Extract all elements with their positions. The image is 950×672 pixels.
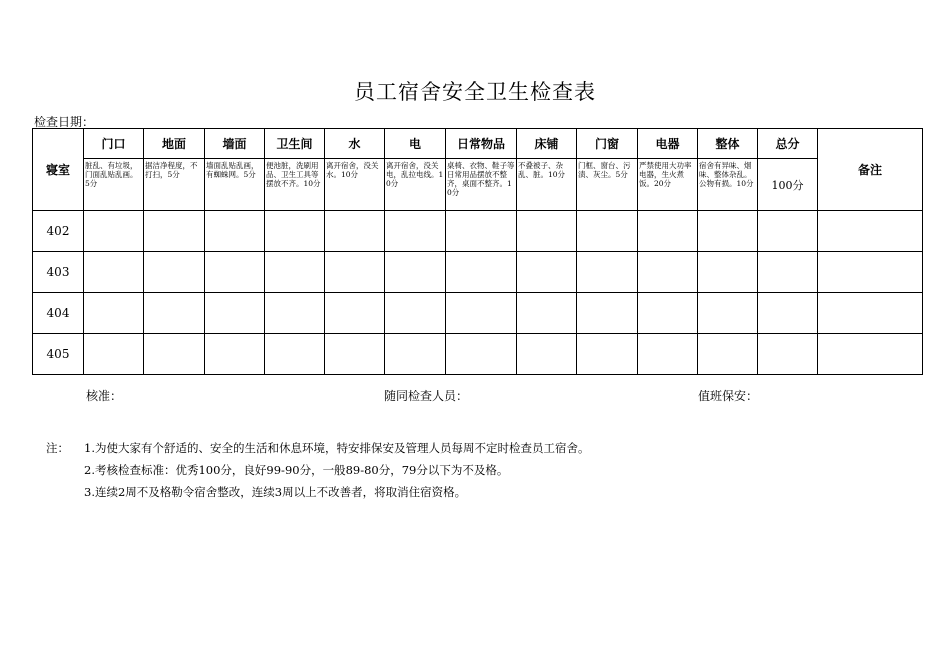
- score-cell[interactable]: [84, 293, 144, 334]
- guard-signature-label: 值班保安：: [698, 389, 759, 403]
- criteria-overall: 宿舍有异味、烟味、整体杂乱。公物有损。10分: [698, 159, 758, 211]
- score-cell[interactable]: [205, 334, 265, 375]
- score-cell[interactable]: [144, 293, 205, 334]
- criteria-door-window: 门框、窗台、污渍、灰尘。5分: [577, 159, 638, 211]
- col-header-appliances: 电器: [638, 129, 698, 159]
- criteria-bathroom: 便池脏，洗刷用品、卫生工具等摆放不齐。10分: [265, 159, 325, 211]
- total-cell[interactable]: [758, 252, 818, 293]
- score-cell[interactable]: [446, 293, 517, 334]
- score-cell[interactable]: [698, 211, 758, 252]
- score-cell[interactable]: [517, 293, 577, 334]
- total-cell[interactable]: [758, 293, 818, 334]
- remark-cell[interactable]: [818, 252, 923, 293]
- score-cell[interactable]: [265, 293, 325, 334]
- col-header-overall: 整体: [698, 129, 758, 159]
- col-header-water: 水: [325, 129, 385, 159]
- criteria-electricity: 离开宿舍，没关电，乱拉电线。10分: [385, 159, 446, 211]
- score-cell[interactable]: [577, 334, 638, 375]
- score-cell[interactable]: [517, 211, 577, 252]
- criteria-daily-items: 桌椅、衣物、鞋子等日常用品摆放不整齐，桌面不整齐。10分: [446, 159, 517, 211]
- score-cell[interactable]: [698, 252, 758, 293]
- remark-cell[interactable]: [818, 211, 923, 252]
- check-date-label: 检查日期：: [34, 115, 95, 129]
- col-header-total: 总分: [758, 129, 818, 159]
- table-row: [33, 211, 923, 252]
- score-cell[interactable]: [325, 211, 385, 252]
- col-header-bathroom: 卫生间: [265, 129, 325, 159]
- total-cell[interactable]: [758, 211, 818, 252]
- score-cell[interactable]: [265, 334, 325, 375]
- score-cell[interactable]: [446, 334, 517, 375]
- criteria-appliances: 严禁使用大功率电器，生火煮饭。20分: [638, 159, 698, 211]
- score-cell[interactable]: [325, 252, 385, 293]
- score-cell[interactable]: [638, 211, 698, 252]
- score-cell[interactable]: [325, 334, 385, 375]
- criteria-wall: 墙面乱贴乱画，有蜘蛛网。5分: [205, 159, 265, 211]
- total-score-value: 100分: [758, 159, 818, 211]
- score-cell[interactable]: [577, 252, 638, 293]
- score-cell[interactable]: [205, 252, 265, 293]
- score-cell[interactable]: [517, 334, 577, 375]
- score-cell[interactable]: [446, 252, 517, 293]
- score-cell[interactable]: [205, 211, 265, 252]
- room-header: 寝室: [33, 129, 84, 211]
- col-header-daily-items: 日常物品: [446, 129, 517, 159]
- score-cell[interactable]: [385, 211, 446, 252]
- score-cell[interactable]: [265, 252, 325, 293]
- score-cell[interactable]: [517, 252, 577, 293]
- remark-header: 备注: [818, 129, 923, 211]
- score-cell[interactable]: [638, 334, 698, 375]
- room-number: 403: [33, 252, 84, 293]
- criteria-bed: 不叠被子、杂乱、脏。10分: [517, 159, 577, 211]
- inspector-signature-label: 随同检查人员：: [384, 389, 469, 403]
- remark-cell[interactable]: [818, 293, 923, 334]
- score-cell[interactable]: [144, 252, 205, 293]
- score-cell[interactable]: [577, 293, 638, 334]
- criteria-water: 离开宿舍，没关水。10分: [325, 159, 385, 211]
- col-header-door: 门口: [84, 129, 144, 159]
- col-header-floor: 地面: [144, 129, 205, 159]
- col-header-bed: 床铺: [517, 129, 577, 159]
- table-row: [33, 293, 923, 334]
- score-cell[interactable]: [698, 334, 758, 375]
- score-cell[interactable]: [446, 211, 517, 252]
- score-cell[interactable]: [144, 334, 205, 375]
- score-cell[interactable]: [385, 252, 446, 293]
- score-cell[interactable]: [84, 211, 144, 252]
- room-number: 405: [33, 334, 84, 375]
- col-header-electricity: 电: [385, 129, 446, 159]
- score-cell[interactable]: [577, 211, 638, 252]
- score-cell[interactable]: [84, 252, 144, 293]
- page-title: 员工宿舍安全卫生检查表: [354, 80, 596, 104]
- score-cell[interactable]: [385, 334, 446, 375]
- score-cell[interactable]: [638, 252, 698, 293]
- note-line-3: 3.连续2周不及格勒令宿舍整改，连续3周以上不改善者，将取消住宿资格。: [84, 485, 467, 499]
- score-cell[interactable]: [84, 334, 144, 375]
- col-header-wall: 墙面: [205, 129, 265, 159]
- score-cell[interactable]: [385, 293, 446, 334]
- col-header-door-window: 门窗: [577, 129, 638, 159]
- notes-label: 注：: [46, 441, 69, 455]
- table-row: [33, 334, 923, 375]
- remark-cell[interactable]: [818, 334, 923, 375]
- criteria-floor: 据洁净程度，不打扫，5分: [144, 159, 205, 211]
- score-cell[interactable]: [638, 293, 698, 334]
- criteria-door: 脏乱、有垃圾，门面乱贴乱画。5分: [84, 159, 144, 211]
- total-cell[interactable]: [758, 334, 818, 375]
- room-number: 404: [33, 293, 84, 334]
- score-cell[interactable]: [265, 211, 325, 252]
- score-cell[interactable]: [325, 293, 385, 334]
- score-cell[interactable]: [205, 293, 265, 334]
- score-cell[interactable]: [698, 293, 758, 334]
- room-number: 402: [33, 211, 84, 252]
- table-row: [33, 252, 923, 293]
- inspection-table: [32, 128, 923, 375]
- approve-signature-label: 核准：: [86, 389, 123, 403]
- note-line-1: 1.为使大家有个舒适的、安全的生活和休息环境，特安排保安及管理人员每周不定时检查员工宿舍。: [84, 441, 590, 455]
- note-line-2: 2.考核检查标准：优秀100分，良好99-90分，一般89-80分，79分以下为不及格。: [84, 463, 509, 477]
- score-cell[interactable]: [144, 211, 205, 252]
